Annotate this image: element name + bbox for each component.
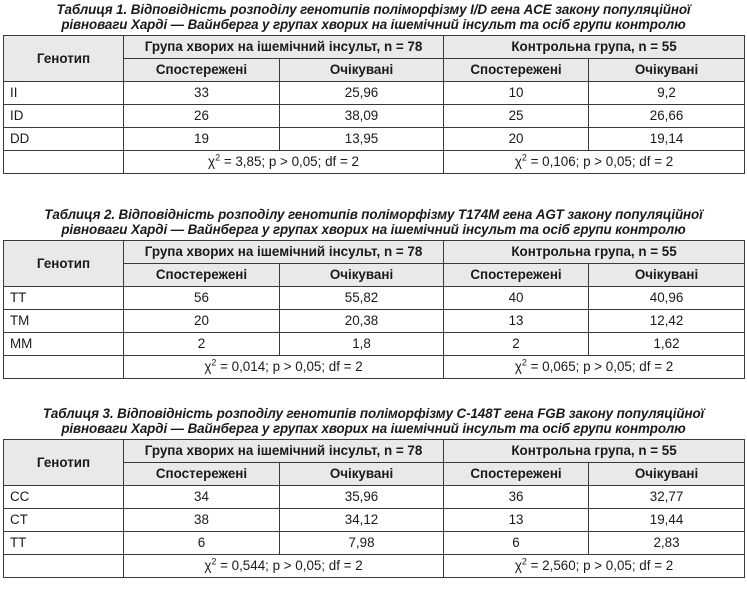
- patients-observed-cell: 34: [124, 486, 280, 509]
- observed-header: Спостережені: [124, 59, 280, 82]
- patients-group-header: Група хворих на ішемічний інсульт, n = 78: [124, 440, 444, 463]
- genotype-header: Генотип: [4, 36, 124, 82]
- table-2-block: [3, 207, 744, 379]
- empty-cell: [4, 356, 124, 379]
- stats-row: [4, 151, 745, 174]
- expected-header: Очікувані: [280, 59, 444, 82]
- chi-symbol: χ: [514, 558, 522, 573]
- control-observed-cell: 25: [444, 105, 589, 128]
- expected-header: Очікувані: [589, 463, 745, 486]
- observed-header: Спостережені: [444, 59, 589, 82]
- control-observed-cell: 10: [444, 82, 589, 105]
- chi-symbol: χ: [204, 359, 212, 374]
- table-row: [4, 486, 745, 509]
- table-3-caption: [3, 406, 744, 436]
- genotype-cell: ID: [4, 105, 124, 128]
- table-1-block: [3, 2, 744, 174]
- stats-text: = 0,065; p > 0,05; df = 2: [526, 359, 674, 374]
- chi-exponent: 2: [521, 152, 527, 163]
- genotype-header: Генотип: [4, 241, 124, 287]
- control-observed-cell: 36: [444, 486, 589, 509]
- genotype-cell: DD: [4, 128, 124, 151]
- patients-stats-cell: [124, 555, 444, 578]
- control-observed-cell: 40: [444, 287, 589, 310]
- chi-symbol: χ: [208, 154, 216, 169]
- table-row: [4, 509, 745, 532]
- expected-header: Очікувані: [280, 463, 444, 486]
- control-expected-cell: 12,42: [589, 310, 745, 333]
- expected-header: Очікувані: [589, 264, 745, 287]
- control-observed-cell: 13: [444, 509, 589, 532]
- table-3-caption-line1: Таблиця 3. Відповідність розподілу генотипів поліморфізму C-148T гена FGB закону популяційної: [42, 406, 705, 421]
- table-1-caption-line2: рівноваги Харді — Вайнберга у групах хворих на ішемічний інсульт та осіб групи контролю: [61, 17, 686, 32]
- empty-cell: [4, 151, 124, 174]
- chi-exponent: 2: [521, 556, 527, 567]
- genotype-cell: CC: [4, 486, 124, 509]
- stats-row: [4, 555, 745, 578]
- observed-header: Спостережені: [444, 264, 589, 287]
- table-2-caption-line2: рівноваги Харді — Вайнберга у групах хворих на ішемічний інсульт та осіб групи контролю: [61, 222, 686, 237]
- patients-expected-cell: 55,82: [280, 287, 444, 310]
- control-observed-cell: 13: [444, 310, 589, 333]
- stats-text: = 0,106; p > 0,05; df = 2: [526, 154, 674, 169]
- control-expected-cell: 26,66: [589, 105, 745, 128]
- observed-header: Спостережені: [124, 264, 280, 287]
- patients-observed-cell: 26: [124, 105, 280, 128]
- patients-expected-cell: 1,8: [280, 333, 444, 356]
- patients-group-header: Група хворих на ішемічний інсульт, n = 78: [124, 36, 444, 59]
- genotype-cell: TT: [4, 287, 124, 310]
- control-expected-cell: 9,2: [589, 82, 745, 105]
- table-2: [3, 240, 745, 379]
- control-expected-cell: 40,96: [589, 287, 745, 310]
- patients-expected-cell: 35,96: [280, 486, 444, 509]
- table-1-caption-line1: Таблиця 1. Відповідність розподілу генотипів поліморфізму I/D гена ACE закону популяційної: [56, 2, 691, 17]
- expected-header: Очікувані: [589, 59, 745, 82]
- control-group-header: Контрольна група, n = 55: [444, 241, 745, 264]
- stats-text: = 2,560; p > 0,05; df = 2: [526, 558, 674, 573]
- genotype-header: Генотип: [4, 440, 124, 486]
- patients-group-header: Група хворих на ішемічний інсульт, n = 78: [124, 241, 444, 264]
- patients-expected-cell: 13,95: [280, 128, 444, 151]
- table-3-caption-line2: рівноваги Харді — Вайнберга у групах хворих на ішемічний інсульт та осіб групи контролю: [61, 421, 686, 436]
- table-2-caption: [3, 207, 744, 237]
- table-row: [4, 287, 745, 310]
- patients-expected-cell: 20,38: [280, 310, 444, 333]
- genotype-cell: II: [4, 82, 124, 105]
- control-group-header: Контрольна група, n = 55: [444, 440, 745, 463]
- control-expected-cell: 32,77: [589, 486, 745, 509]
- control-observed-cell: 6: [444, 532, 589, 555]
- table-row: [4, 128, 745, 151]
- patients-observed-cell: 20: [124, 310, 280, 333]
- control-expected-cell: 19,14: [589, 128, 745, 151]
- patients-observed-cell: 19: [124, 128, 280, 151]
- patients-observed-cell: 6: [124, 532, 280, 555]
- observed-header: Спостережені: [444, 463, 589, 486]
- expected-header: Очікувані: [280, 264, 444, 287]
- chi-symbol: χ: [514, 359, 522, 374]
- control-observed-cell: 2: [444, 333, 589, 356]
- table-row: [4, 82, 745, 105]
- chi-exponent: 2: [211, 357, 217, 368]
- stats-text: = 3,85; p > 0,05; df = 2: [220, 154, 359, 169]
- genotype-cell: MM: [4, 333, 124, 356]
- patients-stats-cell: [124, 356, 444, 379]
- table-row: [4, 532, 745, 555]
- empty-cell: [4, 555, 124, 578]
- genotype-cell: TM: [4, 310, 124, 333]
- patients-expected-cell: 25,96: [280, 82, 444, 105]
- control-expected-cell: 19,44: [589, 509, 745, 532]
- patients-observed-cell: 33: [124, 82, 280, 105]
- chi-symbol: χ: [514, 154, 522, 169]
- control-expected-cell: 1,62: [589, 333, 745, 356]
- observed-header: Спостережені: [124, 463, 280, 486]
- patients-expected-cell: 38,09: [280, 105, 444, 128]
- genotype-cell: CT: [4, 509, 124, 532]
- control-stats-cell: [444, 555, 745, 578]
- chi-exponent: 2: [521, 357, 527, 368]
- stats-row: [4, 356, 745, 379]
- table-3-block: [3, 406, 744, 578]
- control-stats-cell: [444, 356, 745, 379]
- table-row: [4, 333, 745, 356]
- genotype-cell: TT: [4, 532, 124, 555]
- stats-text: = 0,544; p > 0,05; df = 2: [216, 558, 363, 573]
- chi-exponent: 2: [215, 152, 221, 163]
- control-expected-cell: 2,83: [589, 532, 745, 555]
- patients-expected-cell: 7,98: [280, 532, 444, 555]
- patients-expected-cell: 34,12: [280, 509, 444, 532]
- stats-text: = 0,014; p > 0,05; df = 2: [216, 359, 363, 374]
- patients-stats-cell: [124, 151, 444, 174]
- patients-observed-cell: 38: [124, 509, 280, 532]
- table-3: [3, 439, 745, 578]
- patients-observed-cell: 2: [124, 333, 280, 356]
- chi-exponent: 2: [211, 556, 217, 567]
- control-stats-cell: [444, 151, 745, 174]
- control-observed-cell: 20: [444, 128, 589, 151]
- control-group-header: Контрольна група, n = 55: [444, 36, 745, 59]
- table-row: [4, 310, 745, 333]
- patients-observed-cell: 56: [124, 287, 280, 310]
- chi-symbol: χ: [204, 558, 212, 573]
- table-row: [4, 105, 745, 128]
- table-2-caption-line1: Таблиця 2. Відповідність розподілу генотипів поліморфізму T174M гена AGT закону популяційної: [44, 207, 703, 222]
- table-1: [3, 35, 745, 174]
- table-1-caption: [3, 2, 744, 32]
